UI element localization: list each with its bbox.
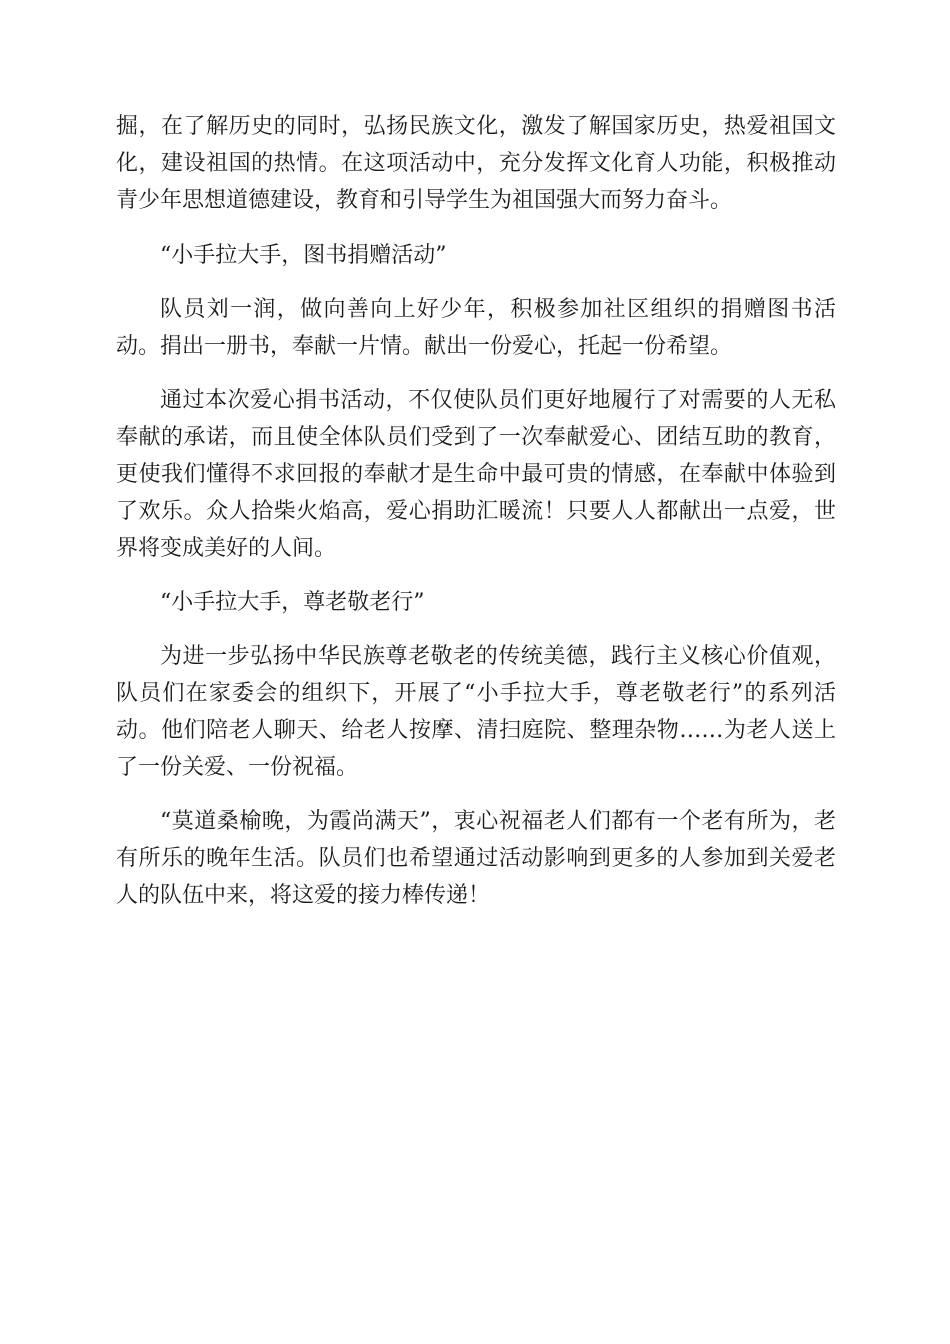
document-body [116,108,836,914]
section-heading-respect-elders: “小手拉大手，尊老敬老行” [160,590,425,615]
paragraph-respect-elders-closing: “莫道桑榆晚，为霞尚满天”，衷心祝福老人们都有一个老有所为，老有所乐的晚年生活。队员们也希望通过活动影响到更多的人参加到关爱老人的队伍中来，将这爱的接力棒传递！ [116,809,836,908]
section-heading-book-donation: “小手拉大手，图书捐赠活动” [160,243,447,268]
paragraph-continuation: 掘，在了解历史的同时，弘扬民族文化，激发了解国家历史，热爱祖国文化，建设祖国的热情。在这项活动中，充分发挥文化育人功能，积极推动青少年思想道德建设，教育和引导学生为祖国强大而努力奋斗。 [116,114,836,213]
paragraph-book-donation-member: 队员刘一润，做向善向上好少年，积极参加社区组织的捐赠图书活动。捐出一册书，奉献一片情。献出一份爱心，托起一份希望。 [116,297,836,359]
paragraph-book-donation-summary: 通过本次爱心捐书活动，不仅使队员们更好地履行了对需要的人无私奉献的承诺，而且使全体队员们受到了一次奉献爱心、团结互助的教育，更使我们懂得不求回报的奉献才是生命中最可贵的情感，在奉献中体验到了欢乐。众人拾柴火焰高，爱心捐助汇暖流！只要人人都献出一点爱，世界将变成美好的人间。 [116,388,836,561]
paragraph-respect-elders-activity: 为进一步弘扬中华民族尊老敬老的传统美德，践行主义核心价值观，队员们在家委会的组织下，开展了“小手拉大手，尊老敬老行”的系列活动。他们陪老人聊天、给老人按摩、清扫庭院、整理杂物……为老人送上了一份关爱、一份祝福。 [116,644,836,780]
